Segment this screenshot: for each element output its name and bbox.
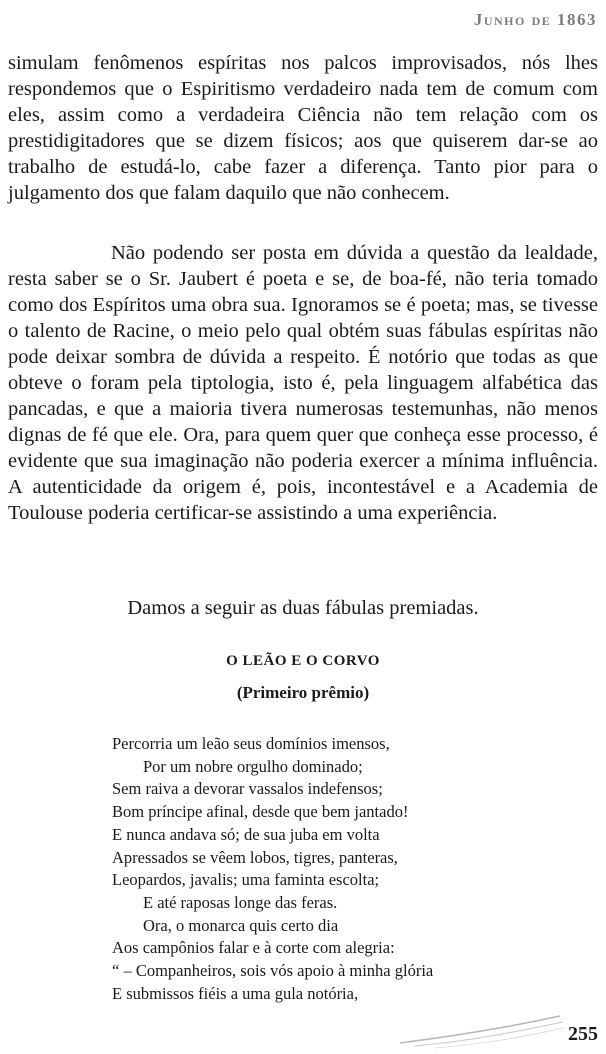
poem-line: Percorria um leão seus domínios imensos,: [112, 734, 390, 753]
poem-line: Aos campônios falar e à corte com alegria:: [112, 938, 395, 958]
poem-line: Ora, o monarca quis certo dia: [143, 915, 339, 935]
footer-swoosh-ornament: [395, 1010, 565, 1050]
running-head: Junho de 1863: [473, 10, 597, 29]
poem-line: E submissos fiéis a uma gula notória,: [112, 983, 359, 1003]
poem-line: Apressados se vêem lobos, tigres, panteras,: [112, 847, 398, 867]
poem-line: Por um nobre orgulho dominado;: [143, 756, 363, 776]
poem-line: Leopardos, javalis; uma faminta escolta;: [112, 870, 380, 890]
paragraph-1: simulam fenômenos espíritas nos palcos improvisados, nós lhes respondemos que o Espiritismo verdadeiro nada tem de comum com eles, assim como a verdadeira Ciência não tem relação com os prestidigitadores que se dizem físicos; aos que quiserem dar-se ao trabalho de estudá-lo, cabe fazer a diferença. Tanto pior para o julgamento dos que falam daquilo que não conhecem.: [8, 52, 598, 204]
poem-line: “ – Companheiros, sois vós apoio à minha glória: [112, 961, 434, 981]
paragraph-3: Damos a seguir as duas fábulas premiadas.: [127, 597, 479, 619]
paragraph-2: Não podendo ser posta em dúvida a questão da lealdade, resta saber se o Sr. Jaubert é poeta e se, de boa-fé, não teria tomado como dos Espíritos uma obra sua. Ignoramos se é poeta; mas, se tivesse o talento de Racine, o meio pelo qual obtém suas fábulas espíritas não pode deixar sombra de dúvida a respeito. É notório que todas as que obteve o foram pela tiptologia, isto é, pela linguagem alfabética das pancadas, e que a maioria tivera numerosas testemunhas, não menos dignas de fé que ele. Ora, para quem quer que conheça esse processo, é evidente que sua imaginação não poderia exercer a mínima influência. A autenticidade da origem é, pois, incontestável e a Academia de Toulouse poderia certificar-se assistindo a uma experiência.: [8, 242, 598, 524]
poem-line: E até raposas longe das feras.: [143, 892, 338, 912]
poem-line: E nunca andava só; de sua juba em volta: [112, 824, 380, 844]
fable-prize: (Primeiro prêmio): [236, 683, 370, 702]
poem-line: Sem raiva a devorar vassalos indefensos;: [112, 779, 383, 799]
poem-line: Bom príncipe afinal, desde que bem jantado!: [112, 802, 409, 822]
page-number: 255: [568, 1023, 598, 1045]
fable-title: O LEÃO E O CORVO: [226, 653, 380, 669]
poem: [112, 733, 433, 1005]
